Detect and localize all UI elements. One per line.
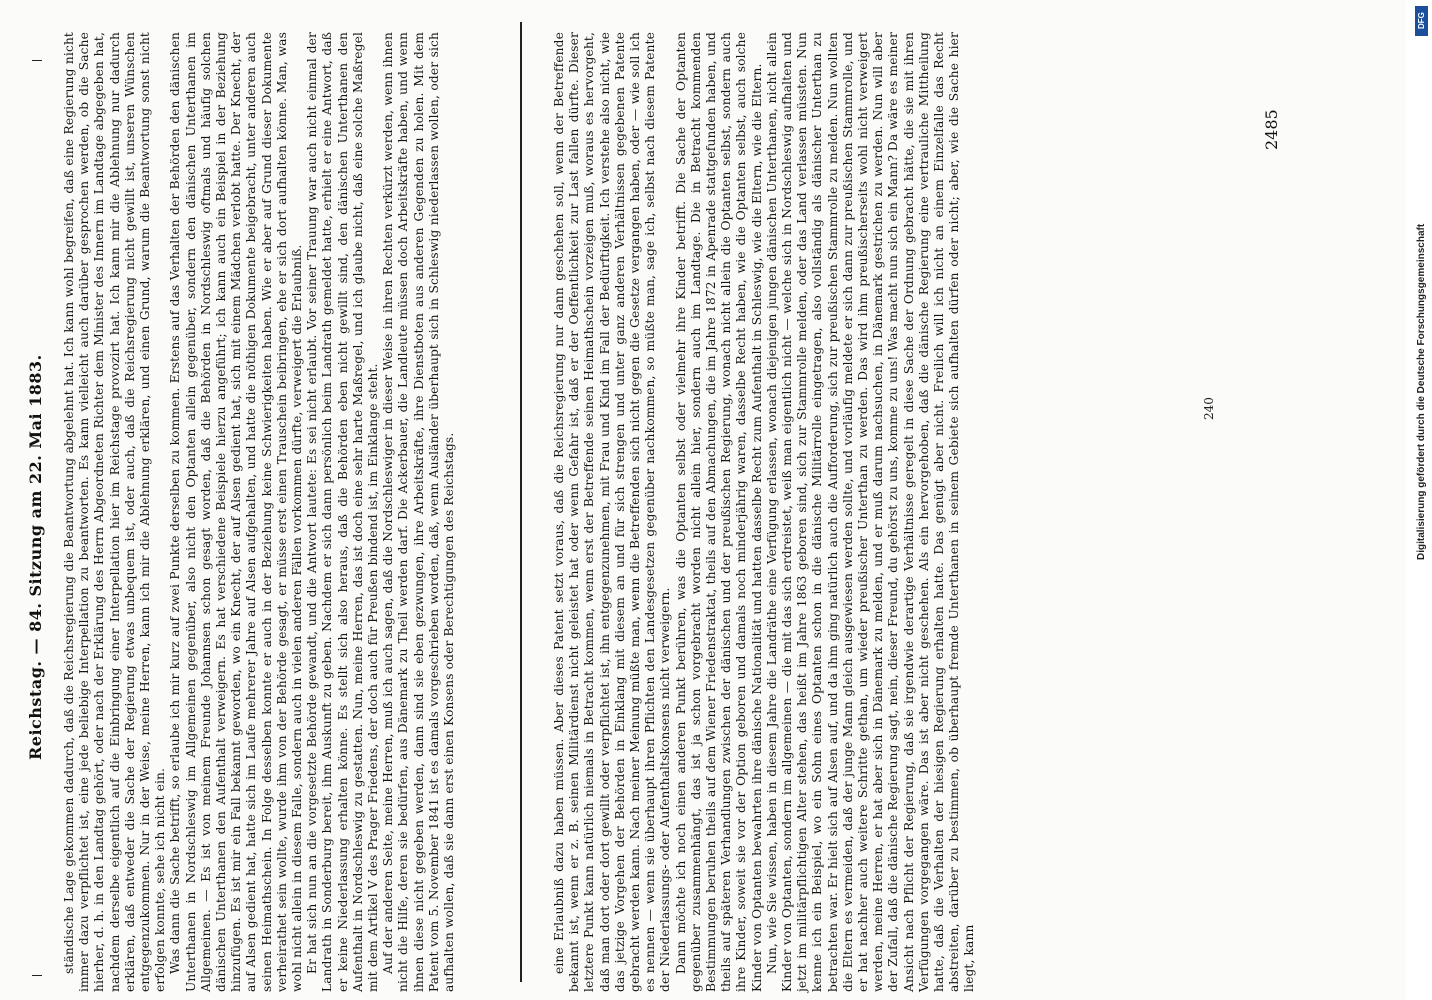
text-column-left	[62, 32, 522, 992]
dfg-logo-icon: DFG	[1415, 6, 1428, 36]
paragraph: Dann möchte ich noch einen anderen Punkt berühren, was die Optanten selbst oder vielmehr ihre Kinder betrifft. Die Sache der Optanten gegenüber zusammenhängt, das ist ja schon vorgebracht worden nicht allein hier, sondern auch im Landtage. Die in Betracht kommenden Bestimmungen beruhen theils auf dem Wiener Friedenstraktat, theils auf den Abmachungen, die im Jahre 1872 in Apenrade stattgefunden haben, und theils auf späteren Verhandlungen zwischen der dänischen und der preußischen Regierung, wonach nicht allein die Optanten selbst, sondern auch ihre Kinder, soweit sie vor der Option geboren und damals noch minderjährig waren, dasselbe Recht haben, wie die Optanten selbst, auch solche Kinder von Optanten bewahrten ihre dänische Nationalität und hatten dasselbe Recht zum Aufenthalt in Schleswig, wie die Eltern, wie die Eltern.	[673, 32, 764, 992]
column-divider	[520, 22, 522, 982]
paragraph: Was dann die Sache betrifft, so erlaube ich mir kurz auf zwei Punkte derselben zu kommen. Erstens auf das Verhalten der Behörden den dänischen Unterthanen in Nordschleswig im Allgemeinen gegenüber, also nicht den Optanten allein gegenüber, sondern den dänischen Unterthanen im Allgemeinen. — Es ist von meinem Freunde Johannsen schon gesagt worden, daß die Behörden in Nordschleswig oftmals und häufig solchen dänischen Unterthanen den Aufenthalt verweigern. Es hat verschiedene Beispiele hierzu angeführt; ich kann auch ein Beispiel in der Beziehung hinzufügen. Es ist mir ein Fall bekannt geworden, wo ein Knecht, der auf Alsen gedient hat, sich mit einem Mädchen verlobt hatte. Der Knecht, der auf Alsen gedient hat, hatte sich im Laufe mehrerer Jahre auf Alsen aufgehalten, und hatte die nöthigen Dokumente beigebracht, unter anderen auch seinen Heimathschein. In Folge desselben konnte er auch in der Beziehung keine Schwierigkeiten haben. Wie er aber auf Grund dieser Dokumente verheirathet sein wollte, wurde ihm von der Behörde gesagt, er müsse erst einen Trauschein beibringen, ehe er sich dort aufhalten könne. Man, was wohl nicht allein in diesem Falle, sondern auch in vielen anderen Fällen vorkommen dürfte, verweigert die Erlaubniß.	[168, 32, 305, 992]
paragraph: Nun, wie Sie wissen, haben in diesem Jahre die Landräthe eine Verfügung erlassen, wonach diejenigen jungen dänischen Unterthanen, nicht allein Kinder von Optanten, sondern im allgemeinen — die mit das sich erdreistet, weiß man eigentlich nicht — welche sich in Nordschleswig aufhalten und jetzt im militärpflichtigen Alter stehen, das heißt im Jahre 1863 geboren sind, sich zur Stammrolle melden, oder das Land verlassen müssten. Nun kenne ich ein Beispiel, wo ein Sohn eines Optanten schon in die dänische Militärrolle eingetragen, also vollständig als dänischer Unterthan zu betrachten war. Er hielt sich auf Alsen auf, und da ihm ging natürlich auch die Aufforderung, sich zur preußischen Stammrolle zu melden. Nun wollten die Eltern es vermeiden, daß der junge Mann gleich ausgewiesen werden sollte, und vorläufig meldete er sich dann zur preußischen Stammrolle, und er hat nachher auch weitere Schritte gethan, um wieder preußischer Unterthan zu werden. Das wird ihm preußischerseits wohl nicht verweigert werden, meine Herren, er hat aber sich in Dänemark zu melden, und er muß darum nachsuchen, in Dänemark gestrichen zu werden. Nun will aber der Zufall, daß die dänische Regierung sagt, nein, dieser Freund, du gehörst zu uns, komme zu uns! Was macht nun sich ein Mann? Da wäre es meiner Ansicht nach Pflicht der Regierung, daß sie irgendwie derartige Verhältnisse geregelt in diese Sache der Ordnung gebracht hätte, die sie mit ihren Verfügungen vorgegangen wäre. Das ist aber nicht geschehen. Als ein hervorgehoben, daß die dänische Regierung eine vertrauliche Mittheilung hatte, daß die Verhalten der hiesigen Regierung erhalten hatte. Das genügt aber nicht. Freilich will ich nicht an einem Einzelfalle das Recht abstreiten, darüber zu bestimmen, ob überhaupt fremde Unterthanen in seinem Gebiete sich aufhalten dürfen oder nicht; aber, wie die Sache hier liegt, kann	[764, 32, 977, 992]
text-column-right	[552, 32, 977, 992]
paragraph: eine Erlaubniß dazu haben müssen. Aber dieses Patent setzt voraus, daß die Reichsregierung nur dann geschehen soll, wenn der Betreffende bekannt ist, wenn er z. B. seinen Militärdienst nicht geleistet hat oder wenn Gefahr ist, daß er der Oeffentlichkeit zur Last fallen dürfte. Dieser letztere Punkt kann natürlich niemals in Betracht kommen, wenn erst der Betreffende seinen Heimathschein vorzeigen muß, woraus es hervorgeht, daß man dort oder dort gewillt oder verpflichtet ist, ihn entgegenzunehmen, mit Frau und Kind im Fall der Bedürftigkeit. Ich verstehe also nicht, wie das jetzige Vorgehen der Behörden in Einklang mit diesem an und für sich strengen und unter ganz anderen Verhältnissen gegebenen Patente gebracht werden kann. Nach meiner Meinung müßte man, wenn die Betreffenden sich nicht gegen die Gesetze vergangen haben, oder — wie soll ich es nennen — wenn sie überhaupt ihren Pflichten den Landesgesetzen gegenüber nachkommen, so müßte man, sage ich, selbst nach diesem Patente der Niederlassungs- oder Aufenthaltskonsens nicht verweigern.	[552, 32, 673, 992]
paragraph: Er hat sich nun an die vorgesetzte Behörde gewandt, und die Antwort lautete: Es sei nicht erlaubt. Vor seiner Trauung war auch nicht einmal der Landrath in Sonderburg bereit, ihm Auskunft zu geben. Nachdem er sich dann persönlich beim Landrath gemeldet hatte, erhielt er eine Antwort, daß er keine Niederlassung erhalten könne. Es stellt sich also heraus, daß die Behörden eben nicht gewillt sind, den dänischen Unterthanen den Aufenthalt in Nordschleswig zu gestatten. Nun, meine Herren, das ist doch eine sehr harte Maßregel, und ich glaube nicht, daß eine solche Maßregel mit dem Artikel V des Prager Friedens, der doch auch für Preußen bindend ist, im Einklange steht.	[305, 32, 381, 992]
running-header: Reichstag. — 84. Sitzung am 22. Mai 1883.	[26, 354, 45, 760]
funding-notice: Digitalisierung gefördert durch die Deutsche Forschungsgemeinschaft	[1416, 223, 1427, 560]
signature-mark: 240	[1202, 397, 1216, 420]
header-rule-bottom	[32, 975, 42, 976]
page-number: 2485	[1262, 109, 1281, 150]
header-rule-top	[32, 60, 42, 61]
paragraph: Auf der anderen Seite, meine Herren, muß ich auch sagen, daß die Nordschleswiger in dieser Weise in ihren Rechten verkürzt werden, wenn ihnen nicht die Hilfe, deren sie bedürfen, aus Dänemark zu Theil werden darf. Die Ackerbauer, die Landleute müssen doch Arbeitskräfte haben, und wenn ihnen diese nicht gegeben werden, dann sind sie eben gezwungen, ihre Arbeitskräfte, ihre Dienstboten aus anderen Gegenden zu holen. Mit dem Patent vom 5. November 1841 ist es damals vorgeschrieben worden, daß, wenn Ausländer überhaupt sich in Schleswig niederlassen wollen, oder sich aufhalten wollen, daß sie dann erst einen Konsens oder Berechtigungen des Reichstags.	[381, 32, 457, 992]
paragraph: ständische Lage gekommen dadurch, daß die Reichsregierung die Beantwortung abgelehnt hat. Ich kann wohl begreifen, daß eine Regierung nicht immer dazu verpflichtet ist, eine jede beliebige Interpellation zu beantworten. Es kann vielleicht auch darüber gesprochen werden, ob die Sache hierher, d. h. in den Landtag gehört, oder nach der Erklärung des Herrn Abgeordneten Richter dem Minister des Innern im Landtage abgegeben hat, nachdem derselbe eigentlich auf die Einbringung einer Interpellation hier im Reichstage provozirt hat. Ich kann mir die Ablehnung nur dadurch erklären, daß entweder die Sache der Regierung etwas unbequem ist, oder auch, daß die Reichsregierung nicht gewillt ist, unseren Wünschen entgegenzukommen. Nur in der Weise, meine Herren, kann ich mir die Ablehnung erklären, und einen Grund, warum die Beantwortung sonst nicht erfolgen konnte, sehe ich nicht ein.	[62, 32, 168, 992]
